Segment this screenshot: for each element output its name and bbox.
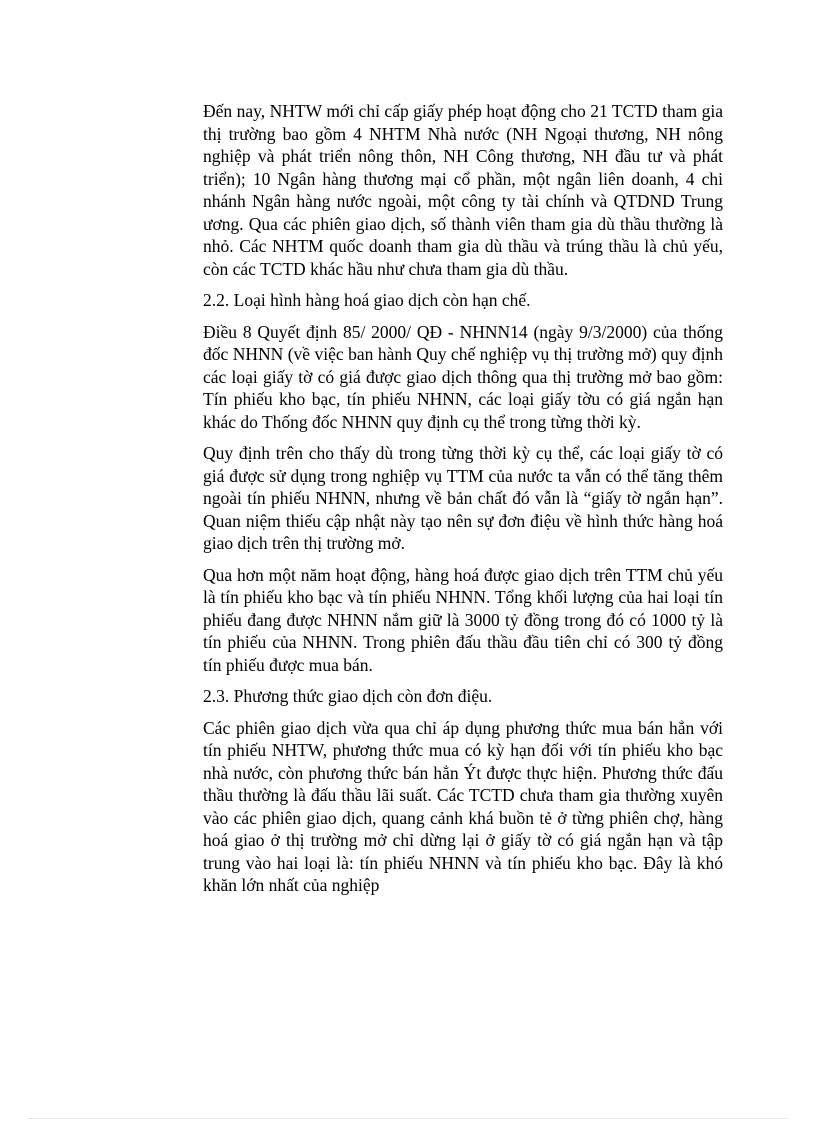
paragraph-regulation: Quy định trên cho thấy dù trong từng thời kỳ cụ thể, các loại giấy tờ có giá được sử dụng trong nghiệp vụ TTM của nước ta vẫn có thể tăng thêm ngoài tín phiếu NHNN, nhưng về bản chất đó vẫn là “giấy tờ ngắn hạn”. Quan niệm thiếu cập nhật này tạo nên sự đơn điệu về hình thức hàng hoá giao dịch trên thị trường mở. — [203, 443, 723, 553]
document-body — [203, 100, 723, 906]
paragraph-trading-methods: Các phiên giao dịch vừa qua chỉ áp dụng phương thức mua bán hẳn với tín phiếu NHTW, phương thức mua có kỳ hạn đối với tín phiếu kho bạc nhà nước, còn phương thức bán hẳn Ýt được thực hiện. Phương thức đấu thầu thường là đấu thầu lãi suất. Các TCTD chưa tham gia thường xuyên vào các phiên giao dịch, quang cảnh khá buồn tẻ ở từng phiên chợ, hàng hoá giao ở thị trường mở chỉ dừng lại ở giấy tờ có giá ngắn hạn và tập trung vào hai loại là: tín phiếu NHNN và tín phiếu kho bạc. Đây là khó khăn lớn nhất của nghiệp — [203, 717, 723, 895]
paragraph-participants: Đến nay, NHTW mới chỉ cấp giấy phép hoạt động cho 21 TCTD tham gia thị trường bao gồm 4 NHTM Nhà nước (NH Ngoại thương, NH nông nghiệp và phát triển nông thôn, NH Công thương, NH đầu tư và phát triển); 10 Ngân hàng thương mại cổ phần, một ngân liên doanh, 4 chi nhánh Ngân hàng nước ngoài, một công ty tài chính và QTDND Trung ương. Qua các phiên giao dịch, số thành viên tham gia dù thầu thường là nhỏ. Các NHTM quốc doanh tham gia dù thầu và trúng thầu là chủ yếu, còn các TCTD khác hầu như chưa tham gia dù thầu. — [203, 101, 723, 279]
paragraph-decision-85: Điều 8 Quyết định 85/ 2000/ QĐ - NHNN14 (ngày 9/3/2000) của thống đốc NHNN (về việc ban hành Quy chế nghiệp vụ thị trường mở) quy định các loại giấy tờ có giá được giao dịch thông qua thị trường mở bao gồm: Tín phiếu kho bạc, tín phiếu NHNN, các loại giấy tờu có giá ngắn hạn khác do Thống đốc NHNN quy định cụ thể trong từng thời kỳ. — [203, 321, 723, 432]
section-heading-2-2: 2.2. Loại hình hàng hoá giao dịch còn hạn chế. — [203, 290, 531, 310]
section-heading-2-3: 2.3. Phương thức giao dịch còn đơn điệu. — [203, 686, 493, 706]
page-bottom-divider — [28, 1118, 788, 1119]
paragraph-one-year-activity: Qua hơn một năm hoạt động, hàng hoá được giao dịch trên TTM chủ yếu là tín phiếu kho bạc và tín phiếu NHNN. Tổng khối lượng của hai loại tín phiếu đang được NHNN nắm giữ là 3000 tỷ đồng trong đó có 1000 tỷ là tín phiếu của NHNN. Trong phiên đấu thầu đầu tiên chỉ có 300 tỷ đồng tín phiếu được mua bán. — [203, 564, 723, 675]
